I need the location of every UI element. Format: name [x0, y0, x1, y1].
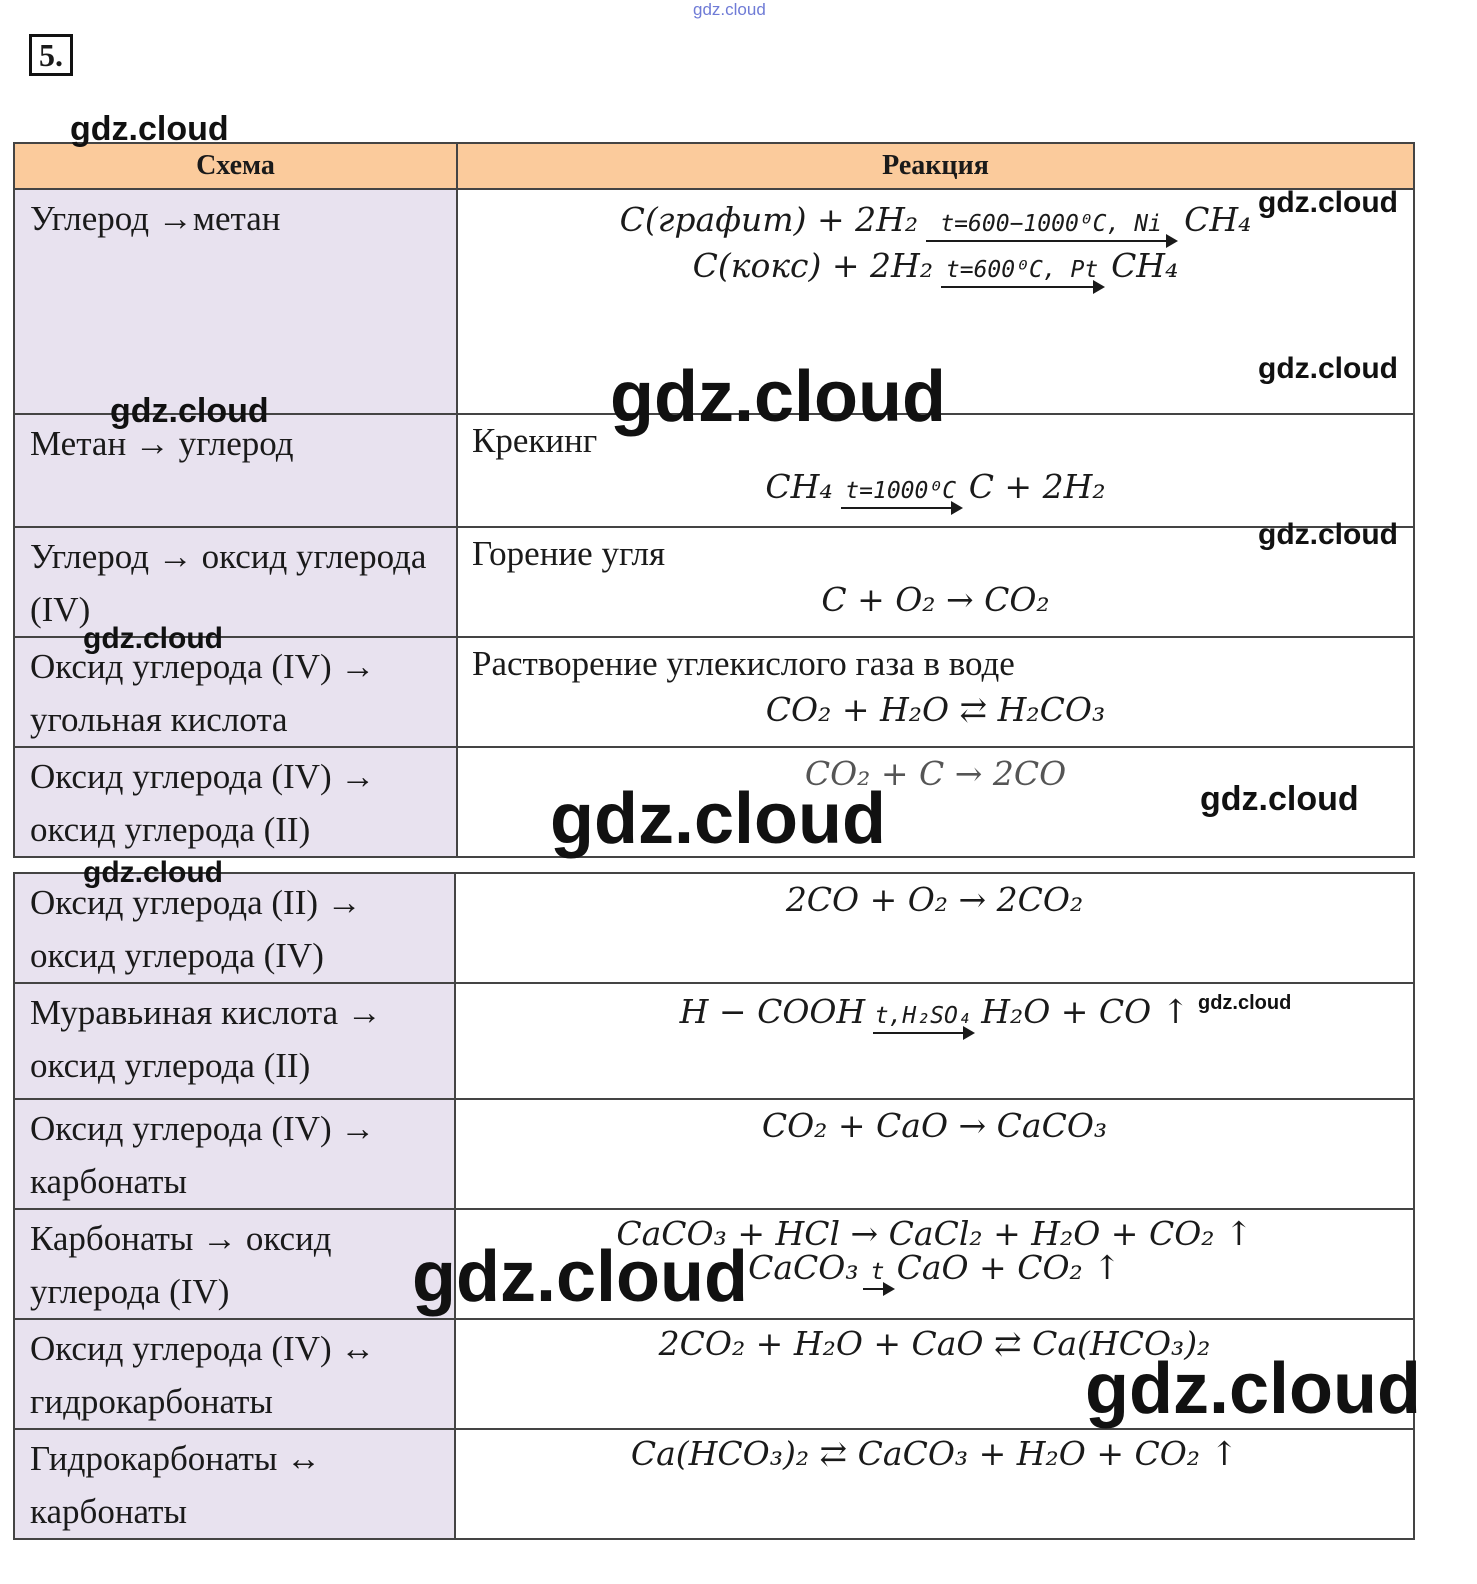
- schema-cell: Оксид углерода (IV) ↔ гидрокарбонаты: [14, 1319, 455, 1429]
- reaction-cell: [457, 414, 1414, 527]
- table-row: [14, 527, 1414, 637]
- reaction-description: Растворение углекислого газа в воде: [472, 644, 1015, 683]
- schema-cell: Гидрокарбонаты ↔ карбонаты: [14, 1429, 455, 1539]
- reaction-cell: [457, 527, 1414, 637]
- schema-cell: Метан → углерод: [14, 414, 457, 527]
- column-header-schema: Схема: [14, 143, 457, 189]
- watermark: gdz.cloud: [110, 392, 269, 430]
- watermark: gdz.cloud: [550, 779, 886, 859]
- reaction-condition: t=600−1000⁰C, Ni: [940, 211, 1162, 237]
- table-row: [14, 983, 1414, 1099]
- table-row: [14, 1209, 1414, 1319]
- watermark: gdz.cloud: [1200, 780, 1359, 818]
- equation: C + O₂ → CO₂: [821, 580, 1050, 619]
- schema-cell: Карбонаты → оксид углерода (IV): [14, 1209, 455, 1319]
- equation-right: H₂O + CO ↑: [981, 992, 1190, 1031]
- reaction-arrow: [863, 1260, 893, 1290]
- equation: 2CO + O₂ → 2CO₂: [785, 880, 1084, 919]
- equation-left: CH₄: [765, 467, 833, 506]
- reaction-arrow: [873, 1004, 973, 1034]
- equation: 2CO₂ + H₂O + CaO ⇄ Ca(HCO₃)₂: [658, 1324, 1211, 1363]
- reaction-cell: [455, 1319, 1414, 1429]
- reaction-arrow: [841, 479, 961, 509]
- reaction-arrow: [926, 212, 1176, 242]
- equation-right: CaO + CO₂ ↑: [896, 1248, 1121, 1287]
- reaction-condition: t=600⁰C, Pt: [945, 257, 1099, 283]
- reaction-cell: [455, 873, 1414, 983]
- top-watermark: gdz.cloud: [693, 0, 766, 19]
- table-header-row: [14, 143, 1414, 189]
- reaction-cell: [455, 1209, 1414, 1319]
- equation-left: C(графит) + 2H₂: [619, 200, 919, 239]
- watermark: gdz.cloud: [1258, 518, 1398, 551]
- reaction-cell: [457, 189, 1414, 414]
- table-row: [14, 1319, 1414, 1429]
- table-row: [14, 873, 1414, 983]
- task-number: 5.: [29, 34, 73, 76]
- watermark: gdz.cloud: [70, 110, 229, 148]
- schema-cell: Оксид углерода (IV) → угольная кислота: [14, 637, 457, 747]
- reaction-cell: [457, 637, 1414, 747]
- reaction-condition: t,H₂SO₄: [874, 1003, 972, 1029]
- reaction-condition: t=1000⁰C: [845, 478, 957, 504]
- table-row: [14, 414, 1414, 527]
- watermark: gdz.cloud: [412, 1237, 748, 1317]
- watermark: gdz.cloud: [83, 856, 223, 889]
- watermark: gdz.cloud: [1258, 352, 1398, 385]
- reaction-description: Горение угля: [472, 534, 666, 573]
- schema-cell: Углерод →метан: [14, 189, 457, 414]
- equation-right: CH₄: [1184, 200, 1252, 239]
- equation: CaCO₃ + HCl → CaCl₂ + H₂O + CO₂ ↑: [616, 1214, 1253, 1253]
- schema-cell: Муравьиная кислота → оксид углерода (II): [14, 983, 455, 1099]
- schema-cell: Оксид углерода (II) → оксид углерода (IV): [14, 873, 455, 983]
- column-header-reaction: Реакция: [457, 143, 1414, 189]
- reaction-cell: [455, 983, 1414, 1099]
- table-row: [14, 1099, 1414, 1209]
- watermark: gdz.cloud: [1198, 992, 1292, 1014]
- equation-left: H − COOH: [679, 992, 866, 1031]
- equation: [456, 990, 1413, 1034]
- equation: CO₂ + C → 2CO: [804, 754, 1067, 793]
- watermark: gdz.cloud: [1085, 1349, 1421, 1429]
- reactions-table-1: [13, 142, 1415, 858]
- schema-cell: Оксид углерода (IV) → оксид углерода (II): [14, 747, 457, 857]
- watermark: gdz.cloud: [1258, 186, 1398, 219]
- equation-left: C(кокс) + 2H₂: [692, 246, 934, 285]
- equation: CO₂ + CaO → CaCO₃: [761, 1106, 1108, 1145]
- equation-right: C + 2H₂: [968, 467, 1106, 506]
- equation: [458, 244, 1413, 288]
- equation: [458, 198, 1413, 242]
- reaction-cell: [455, 1429, 1414, 1539]
- reaction-arrow: [941, 258, 1103, 288]
- equation: CO₂ + H₂O ⇄ H₂CO₃: [765, 690, 1106, 729]
- reaction-description: Крекинг: [472, 421, 598, 460]
- equation-left: CaCO₃: [748, 1248, 859, 1287]
- table-row: [14, 637, 1414, 747]
- reaction-cell: [457, 747, 1414, 857]
- reaction-cell: [455, 1099, 1414, 1209]
- equation: [458, 465, 1413, 509]
- reactions-table-2: [13, 872, 1415, 1540]
- equation-right: CH₄: [1111, 246, 1179, 285]
- watermark: gdz.cloud: [83, 622, 223, 655]
- equation: Ca(HCO₃)₂ ⇄ CaCO₃ + H₂O + CO₂ ↑: [630, 1434, 1239, 1473]
- watermark: gdz.cloud: [610, 357, 946, 437]
- reaction-condition: t: [870, 1259, 885, 1285]
- equation: [456, 1246, 1413, 1290]
- table-row: [14, 189, 1414, 414]
- table-row: [14, 1429, 1414, 1539]
- schema-cell: Оксид углерода (IV) → карбонаты: [14, 1099, 455, 1209]
- table-row: [14, 747, 1414, 857]
- schema-cell: Углерод → оксид углерода (IV): [14, 527, 457, 637]
